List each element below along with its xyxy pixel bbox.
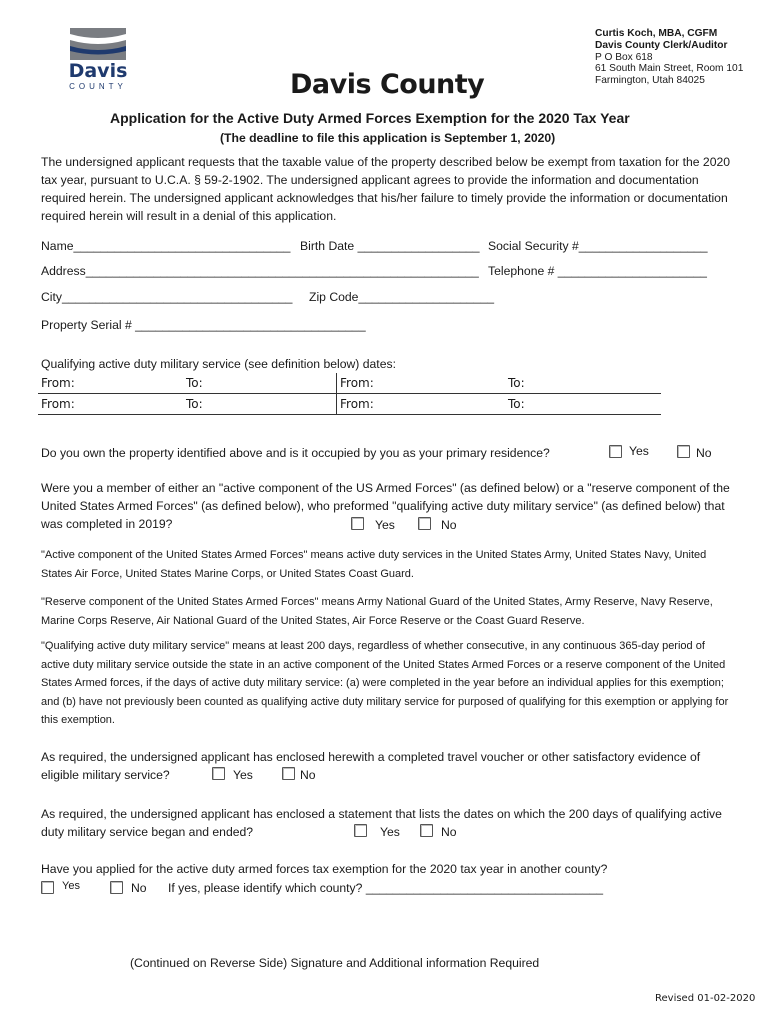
- definition-qualifying-service: "Qualifying active duty military service" means at least 200 days, regardless of whether consecutive, in any continuous 365-day period of active duty military service outside the state in an active component of the United States Armed Forces or a reserve component of the United States Armed forces, if the days of active duty military service: (a) were completed in the year before an individual applies for this exemption; and (b) have not previously been counted as qualifying active duty military service for purposed of qualifying for this exemption or applying for this exemption.: [41, 640, 729, 726]
- own-property-question: Do you own the property identified above and is it occupied by you as your primary residence?: [41, 446, 550, 460]
- statement-yes-label: Yes: [380, 825, 400, 839]
- county-yes-checkbox[interactable]: [41, 881, 54, 894]
- deadline-note: (The deadline to file this application is September 1, 2020): [220, 131, 556, 145]
- own-no-checkbox[interactable]: [677, 445, 690, 458]
- county-yes-label: Yes: [62, 880, 80, 892]
- clerk-name: Curtis Koch, MBA, CGFM: [595, 28, 718, 39]
- service-dates-table: [38, 373, 661, 415]
- from-cell[interactable]: [38, 373, 183, 394]
- statement-yes-checkbox[interactable]: [354, 824, 367, 837]
- zip-field[interactable]: Zip Code____________________: [309, 290, 495, 304]
- from-cell[interactable]: [337, 373, 506, 394]
- county-logo: [52, 26, 144, 96]
- to-label: To:: [186, 376, 203, 390]
- to-cell[interactable]: [505, 394, 661, 415]
- other-county-question: Have you applied for the active duty armed forces tax exemption for the 2020 tax year in another county?: [41, 862, 608, 876]
- own-yes-label: Yes: [629, 444, 649, 458]
- telephone-field[interactable]: Telephone # ______________________: [488, 264, 707, 278]
- logo-wordmark: Davis: [68, 60, 128, 82]
- page-title: Davis County: [290, 69, 485, 100]
- which-county-field[interactable]: If yes, please identify which county? ___________________________________: [168, 881, 604, 895]
- from-label: From:: [340, 376, 374, 390]
- statement-question: As required, the undersigned applicant has enclosed a statement that lists the dates on which the 200 days of qualifying active duty military service began and ended?: [41, 807, 722, 839]
- to-cell[interactable]: [505, 373, 661, 394]
- definition-reserve-component: "Reserve component of the United States Armed Forces" means Army National Guard of the United States, Army Reserve, Navy Reserve, Marine Corps Reserve, Air National Guard of the United States, Air Force Reserve or the Coast Guard Reserve.: [41, 596, 713, 627]
- ssn-field[interactable]: Social Security #___________________: [488, 239, 708, 253]
- member-yes-label: Yes: [375, 518, 395, 532]
- definition-active-component: "Active component of the United States Armed Forces" means active duty services in the United States Army, United States Navy, United States Air Force, United States Marine Corps, or United States Coast Guard.: [41, 549, 707, 580]
- clerk-address-block: [595, 28, 743, 87]
- continued-note: (Continued on Reverse Side) Signature and Additional information Required: [130, 956, 540, 970]
- property-serial-field[interactable]: Property Serial # __________________________________: [41, 318, 366, 332]
- from-cell[interactable]: [337, 394, 506, 415]
- to-label: To:: [186, 397, 203, 411]
- county-no-checkbox[interactable]: [110, 881, 123, 894]
- voucher-question: As required, the undersigned applicant has enclosed herewith a completed travel voucher or other satisfactory evidence of eligible military service?: [41, 750, 701, 782]
- county-no-label: No: [131, 881, 147, 895]
- statement-no-label: No: [441, 825, 457, 839]
- voucher-yes-label: Yes: [233, 768, 253, 782]
- street-address: 61 South Main Street, Room 101: [595, 63, 744, 75]
- from-label: From:: [41, 397, 75, 411]
- member-no-checkbox[interactable]: [418, 517, 431, 530]
- form-title: Application for the Active Duty Armed Forces Exemption for the 2020 Tax Year: [110, 110, 630, 126]
- to-label: To:: [508, 397, 525, 411]
- to-label: To:: [508, 376, 525, 390]
- own-no-label: No: [696, 446, 712, 460]
- name-field[interactable]: Name________________________________: [41, 239, 291, 253]
- own-yes-checkbox[interactable]: [609, 445, 622, 458]
- to-cell[interactable]: [183, 394, 337, 415]
- intro-paragraph: The undersigned applicant requests that the taxable value of the property described below be exempt from taxation for the 2020 tax year, pursuant to U.C.A. § 59-2-1902. The undersigned applicant agrees to provide the information and documentation required herein. The undersigned applicant acknowledges that his/her failure to timely provide the information or documentation required herein will result in a denial of this application.: [41, 155, 731, 223]
- from-label: From:: [340, 397, 374, 411]
- voucher-no-checkbox[interactable]: [282, 767, 295, 780]
- member-yes-checkbox[interactable]: [351, 517, 364, 530]
- city-field[interactable]: City__________________________________: [41, 290, 293, 304]
- service-dates-label: Qualifying active duty military service (see definition below) dates:: [41, 357, 396, 371]
- table-row: [38, 394, 661, 415]
- member-no-label: No: [441, 518, 457, 532]
- po-box: P O Box 618: [595, 51, 653, 63]
- member-question-text: Were you a member of either an "active component of the US Armed Forces" (as defined below) or a "reserve component of the United States Armed Forces" (as defined below), who preformed "qualifying active duty military service" (as defined below) that was completed in 2019?: [41, 481, 730, 531]
- statement-no-checkbox[interactable]: [420, 824, 433, 837]
- to-cell[interactable]: [183, 373, 337, 394]
- revision-date: Revised 01-02-2020: [655, 993, 756, 1004]
- table-row: [38, 373, 661, 394]
- from-label: From:: [41, 376, 75, 390]
- clerk-title: Davis County Clerk/Auditor: [595, 39, 728, 51]
- birth-date-field[interactable]: Birth Date __________________: [300, 239, 480, 253]
- voucher-no-label: No: [300, 768, 316, 782]
- voucher-yes-checkbox[interactable]: [212, 767, 225, 780]
- from-cell[interactable]: [38, 394, 183, 415]
- logo-subtext: COUNTY: [69, 82, 127, 91]
- city-state-zip: Farmington, Utah 84025: [595, 75, 705, 87]
- address-field[interactable]: Address__________________________________________________________: [41, 264, 479, 278]
